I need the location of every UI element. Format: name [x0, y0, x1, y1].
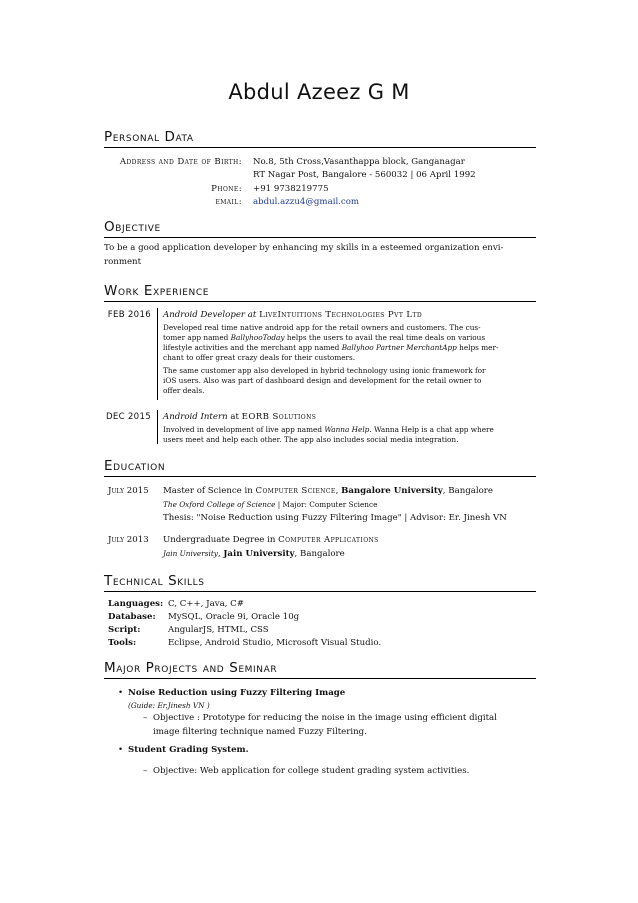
address-label: Address and Date of Birth: — [119, 157, 242, 167]
section-title-education: Education — [104, 458, 166, 474]
section-rule — [104, 591, 536, 592]
section-rule — [104, 476, 536, 477]
college-name: Jain University — [163, 549, 218, 558]
app-name: Ballyhoo Partner MerchantApp — [341, 343, 457, 352]
job-desc-line: offer deals. — [163, 386, 205, 395]
email-link[interactable]: abdul.azzu4@gmail.com — [253, 197, 360, 207]
university-name: Bangalore University — [341, 486, 443, 496]
job-company: EORB Solutions — [241, 412, 317, 422]
skill-label: Database: — [108, 612, 156, 622]
section-rule — [104, 147, 536, 148]
university-name: Jain University — [223, 549, 295, 559]
skill-value: C, C++, Java, C# — [168, 599, 244, 609]
skill-label: Languages: — [108, 599, 164, 609]
skill-label: Script: — [108, 625, 141, 635]
degree-text: , — [217, 549, 224, 559]
candidate-name: Abdul Azeez G M — [228, 80, 410, 104]
education-degree — [163, 535, 379, 545]
job-desc-text: . Wanna Help is a chat app where — [369, 425, 494, 434]
email-label: email: — [215, 197, 242, 207]
job-desc-line — [163, 425, 494, 435]
job-desc-text: helps the users to avail the real time deals on various — [284, 333, 486, 342]
education-degree — [163, 486, 493, 496]
degree-field: Computer Science — [255, 486, 336, 496]
bullet-glyph: • — [118, 745, 124, 755]
dash-glyph: – — [143, 766, 148, 776]
job-divider — [157, 308, 158, 400]
job-desc-line — [163, 343, 498, 353]
education-date: July 2013 — [108, 535, 149, 545]
job-desc-line — [163, 333, 485, 343]
skill-label: Tools: — [108, 638, 137, 648]
education-date: July 2015 — [108, 486, 149, 496]
college-name: The Oxford College of Science — [163, 500, 276, 509]
project-title: Student Grading System. — [128, 745, 249, 755]
job-divider — [157, 410, 158, 444]
education-college — [163, 500, 377, 509]
education-college — [163, 549, 345, 559]
job-at: at — [230, 412, 239, 422]
project-title: Noise Reduction using Fuzzy Filtering Image — [128, 688, 346, 698]
project-guide: (Guide: Er.Jinesh VN ) — [128, 701, 210, 710]
section-rule — [104, 301, 536, 302]
job-desc-line: chant to offer great crazy deals for their customers. — [163, 353, 356, 362]
section-rule — [104, 237, 536, 238]
job-desc-text: tomer app named — [163, 333, 231, 342]
phone-value: +91 9738219775 — [253, 184, 329, 194]
degree-field: Computer Applications — [278, 535, 379, 545]
job-role: Android Intern — [163, 412, 228, 422]
section-title-objective: Objective — [104, 219, 161, 235]
section-title-personal: Personal Data — [104, 129, 194, 145]
project-desc-line: Objective: Web application for college student grading system activities. — [153, 766, 470, 776]
job-role: Android Developer — [163, 310, 246, 320]
job-company: LiveIntuitions Technologies Pvt Ltd — [259, 310, 423, 320]
job-at: at — [247, 310, 257, 320]
section-title-skills: Technical Skills — [104, 573, 205, 589]
job-date: FEB 2016 — [107, 310, 151, 320]
app-name: Wanna Help — [324, 425, 370, 434]
section-title-projects: Major Projects and Seminar — [104, 660, 278, 676]
university-city: , Bangalore — [294, 549, 345, 559]
section-title-work: Work Experience — [104, 283, 209, 299]
phone-label: Phone: — [211, 184, 242, 194]
skill-value: Eclipse, Android Studio, Microsoft Visual Studio. — [168, 638, 382, 648]
job-desc-text: lifestyle activities and the merchant app named — [163, 343, 342, 352]
degree-text: Undergraduate Degree in — [163, 535, 279, 545]
bullet-glyph: • — [118, 688, 124, 698]
degree-text: Master of Science in — [163, 486, 256, 496]
job-desc-text: helps mer- — [456, 343, 499, 352]
job-desc-line: The same customer app also developed in hybrid technology using ionic framework for — [163, 366, 486, 375]
objective-text-line-1: To be a good application developer by enhancing my skills in a esteemed organization envi- — [104, 243, 504, 253]
university-city: , Bangalore — [442, 486, 493, 496]
project-desc-line: image filtering technique named Fuzzy Filtering. — [153, 727, 367, 737]
address-line-1: No.8, 5th Cross,Vasanthappa block, Ganganagar — [253, 157, 465, 167]
job-desc-line: Developed real time native android app for the retail owners and customers. The cus- — [163, 323, 481, 332]
app-name: BallyhooToday — [230, 333, 285, 342]
job-desc-line: users meet and help each other. The app also includes social media integration. — [163, 435, 459, 444]
address-line-2: RT Nagar Post, Bangalore - 560032 | 06 April 1992 — [253, 170, 476, 180]
job-date: DEC 2015 — [105, 412, 151, 422]
major-text: | Major: Computer Science — [275, 500, 378, 509]
job-desc-line: iOS users. Also was part of dashboard design and development for the retail owner to — [163, 376, 482, 385]
section-rule — [104, 678, 536, 679]
dash-glyph: – — [143, 713, 148, 723]
job-title — [163, 310, 422, 320]
degree-text: , — [335, 486, 342, 496]
job-desc-text: Involved in development of live app named — [163, 425, 325, 434]
education-thesis: Thesis: "Noise Reduction using Fuzzy Filtering Image" | Advisor: Er. Jinesh VN — [163, 513, 507, 523]
objective-text-line-2: ronment — [104, 257, 142, 267]
job-title — [163, 412, 316, 422]
skill-value: MySQL, Oracle 9i, Oracle 10g — [168, 612, 300, 622]
skill-value: AngularJS, HTML, CSS — [168, 625, 269, 635]
project-desc-line: Objective : Prototype for reducing the noise in the image using efficient digital — [153, 713, 497, 723]
